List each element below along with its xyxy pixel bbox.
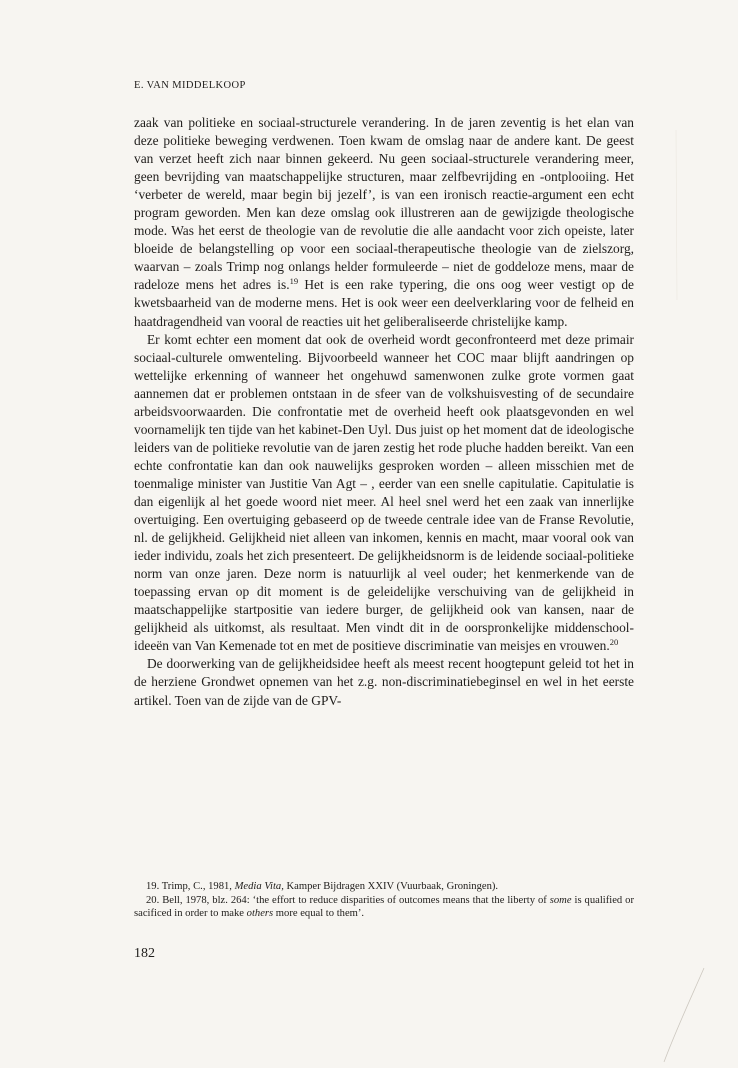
paragraph-3 [134,655,634,709]
footnotes [134,880,634,921]
footnote-20-text-b: is qualified or sacificed in order to make [134,894,634,919]
paragraph-2 [134,331,634,656]
footnote-ref-20: 20 [609,637,619,648]
page-number: 182 [134,946,155,961]
footnote-19-title: Media Vita, [234,881,284,892]
footnote-20 [134,894,634,921]
footnote-19-text-a: 19. Trimp, C., 1981, [146,881,235,892]
body-text [134,114,634,710]
footnote-19 [134,880,634,894]
footnote-20-text-a: 20. Bell, 1978, blz. 264: ‘the effort to reduce disparities of outcomes means that the liberty of [146,894,550,906]
paragraph-1-text-b: Het is een rake typering, die ons oog weer vestigt op de kwetsbaarheid van de moderne mens. Het is ook weer een deelverklaring voor de felheid en haatdragendheid van vooral de reacties uit het geliberaliseerde christelijke kamp. [134,277,634,329]
running-head: E. VAN MIDDELKOOP [134,80,246,91]
scratch-line-lower-right [664,968,704,1062]
footnote-19-text-b: Kamper Bijdragen XXIV (Vuurbaak, Groningen). [283,881,499,892]
paragraph-2-text-a: Er komt echter een moment dat ook de overheid wordt geconfronteerd met deze primair sociaal-culturele omwenteling. Bijvoorbeeld wanneer het COC maar blijft aandringen op wettelijke erkenning of wanneer het ongehuwd samenwonen zulke grote vormen gaat aannemen dat er problemen ontstaan in de sfeer van de volkshuisvesting of de secundaire arbeidsvoorwaarden. Die confrontatie met de overheid heeft ook plaatsgevonden en wel voornamelijk ten tijde van het kabinet-Den Uyl. Dus juist op het moment dat de ideologische leiders van de politieke revolutie van de jaren zestig het rode pluche hadden bereikt. Van een echte confrontatie kan dan ook nauwelijks gesproken worden – alleen misschien met de toenmalige minister van Justitie Van Agt – , eerder van een snelle capitulatie. Capitulatie is dan eigenlijk al het goede woord niet meer. Al heel snel werd het een zaak van innerlijke overtuiging. Een overtuiging gebaseerd op de tweede centrale idee van de Franse Revolutie, nl. de gelijkheid. Gelijkheid niet alleen van inkomen, kennis en macht, maar vooral ook van ieder individu, zoals het zich presenteert. De gelijkheidsnorm is de leidende sociaal-politieke norm van onze jaren. Deze norm is natuurlijk al veel ouder; het kenmerkende van de toepassing ervan op dit moment is de geleidelijke verschuiving van de gelijkheid in maatschappelijke startpositie van iedere burger, de gelijkheid ook van kansen, naar de gelijkheid als uitkomst, als resultaat. Men vindt dit in de oorspronkelijke middenschool-ideeën van Van Kemenade tot en met de positieve discriminatie van meisjes en vrouwen. [134,331,634,654]
paragraph-1-text-a: zaak van politieke en sociaal-structurele verandering. In de jaren zeventig is het elan van deze politieke beweging verdwenen. Toen kwam de omslag naar de andere kant. De geest van verzet heeft zich naar binnen gekeerd. Nu geen sociaal-structurele verandering meer, geen bevrijding van maatschappelijke structuren, maar zelfbevrijding en -ontplooiing. Het ‘verbeter de wereld, maar begin bij jezelf’, is van een ironisch reactie-argument een echt program geworden. Men kan deze omslag ook illustreren aan de gewijzigde theologische mode. Was het eerst de theologie van de revolutie die alle aandacht voor zich opeiste, later bloeide de belangstelling op voor een sociaal-therapeutische theologie van de zielszorg, waarvan – zoals Trimp nog onlangs helder formuleerde – niet de goddeloze mens, maar de radeloze mens het adres is. [134,115,634,293]
footnote-20-em-some: some [549,894,572,906]
scratch-line-right-edge [676,130,677,300]
footnote-20-em-others: others [246,908,274,919]
footnote-ref-19: 19 [289,276,299,287]
paragraph-1 [134,114,634,331]
footnote-20-text-c: more equal to them’. [273,908,365,919]
paragraph-3-text-a: De doorwerking van de gelijkheidsidee heeft als meest recent hoogtepunt geleid tot het in de herziene Grondwet opnemen van het z.g. non-discriminatiebeginsel en wel in het eerste artikel. Toen van de zijde van de GPV- [134,656,634,708]
